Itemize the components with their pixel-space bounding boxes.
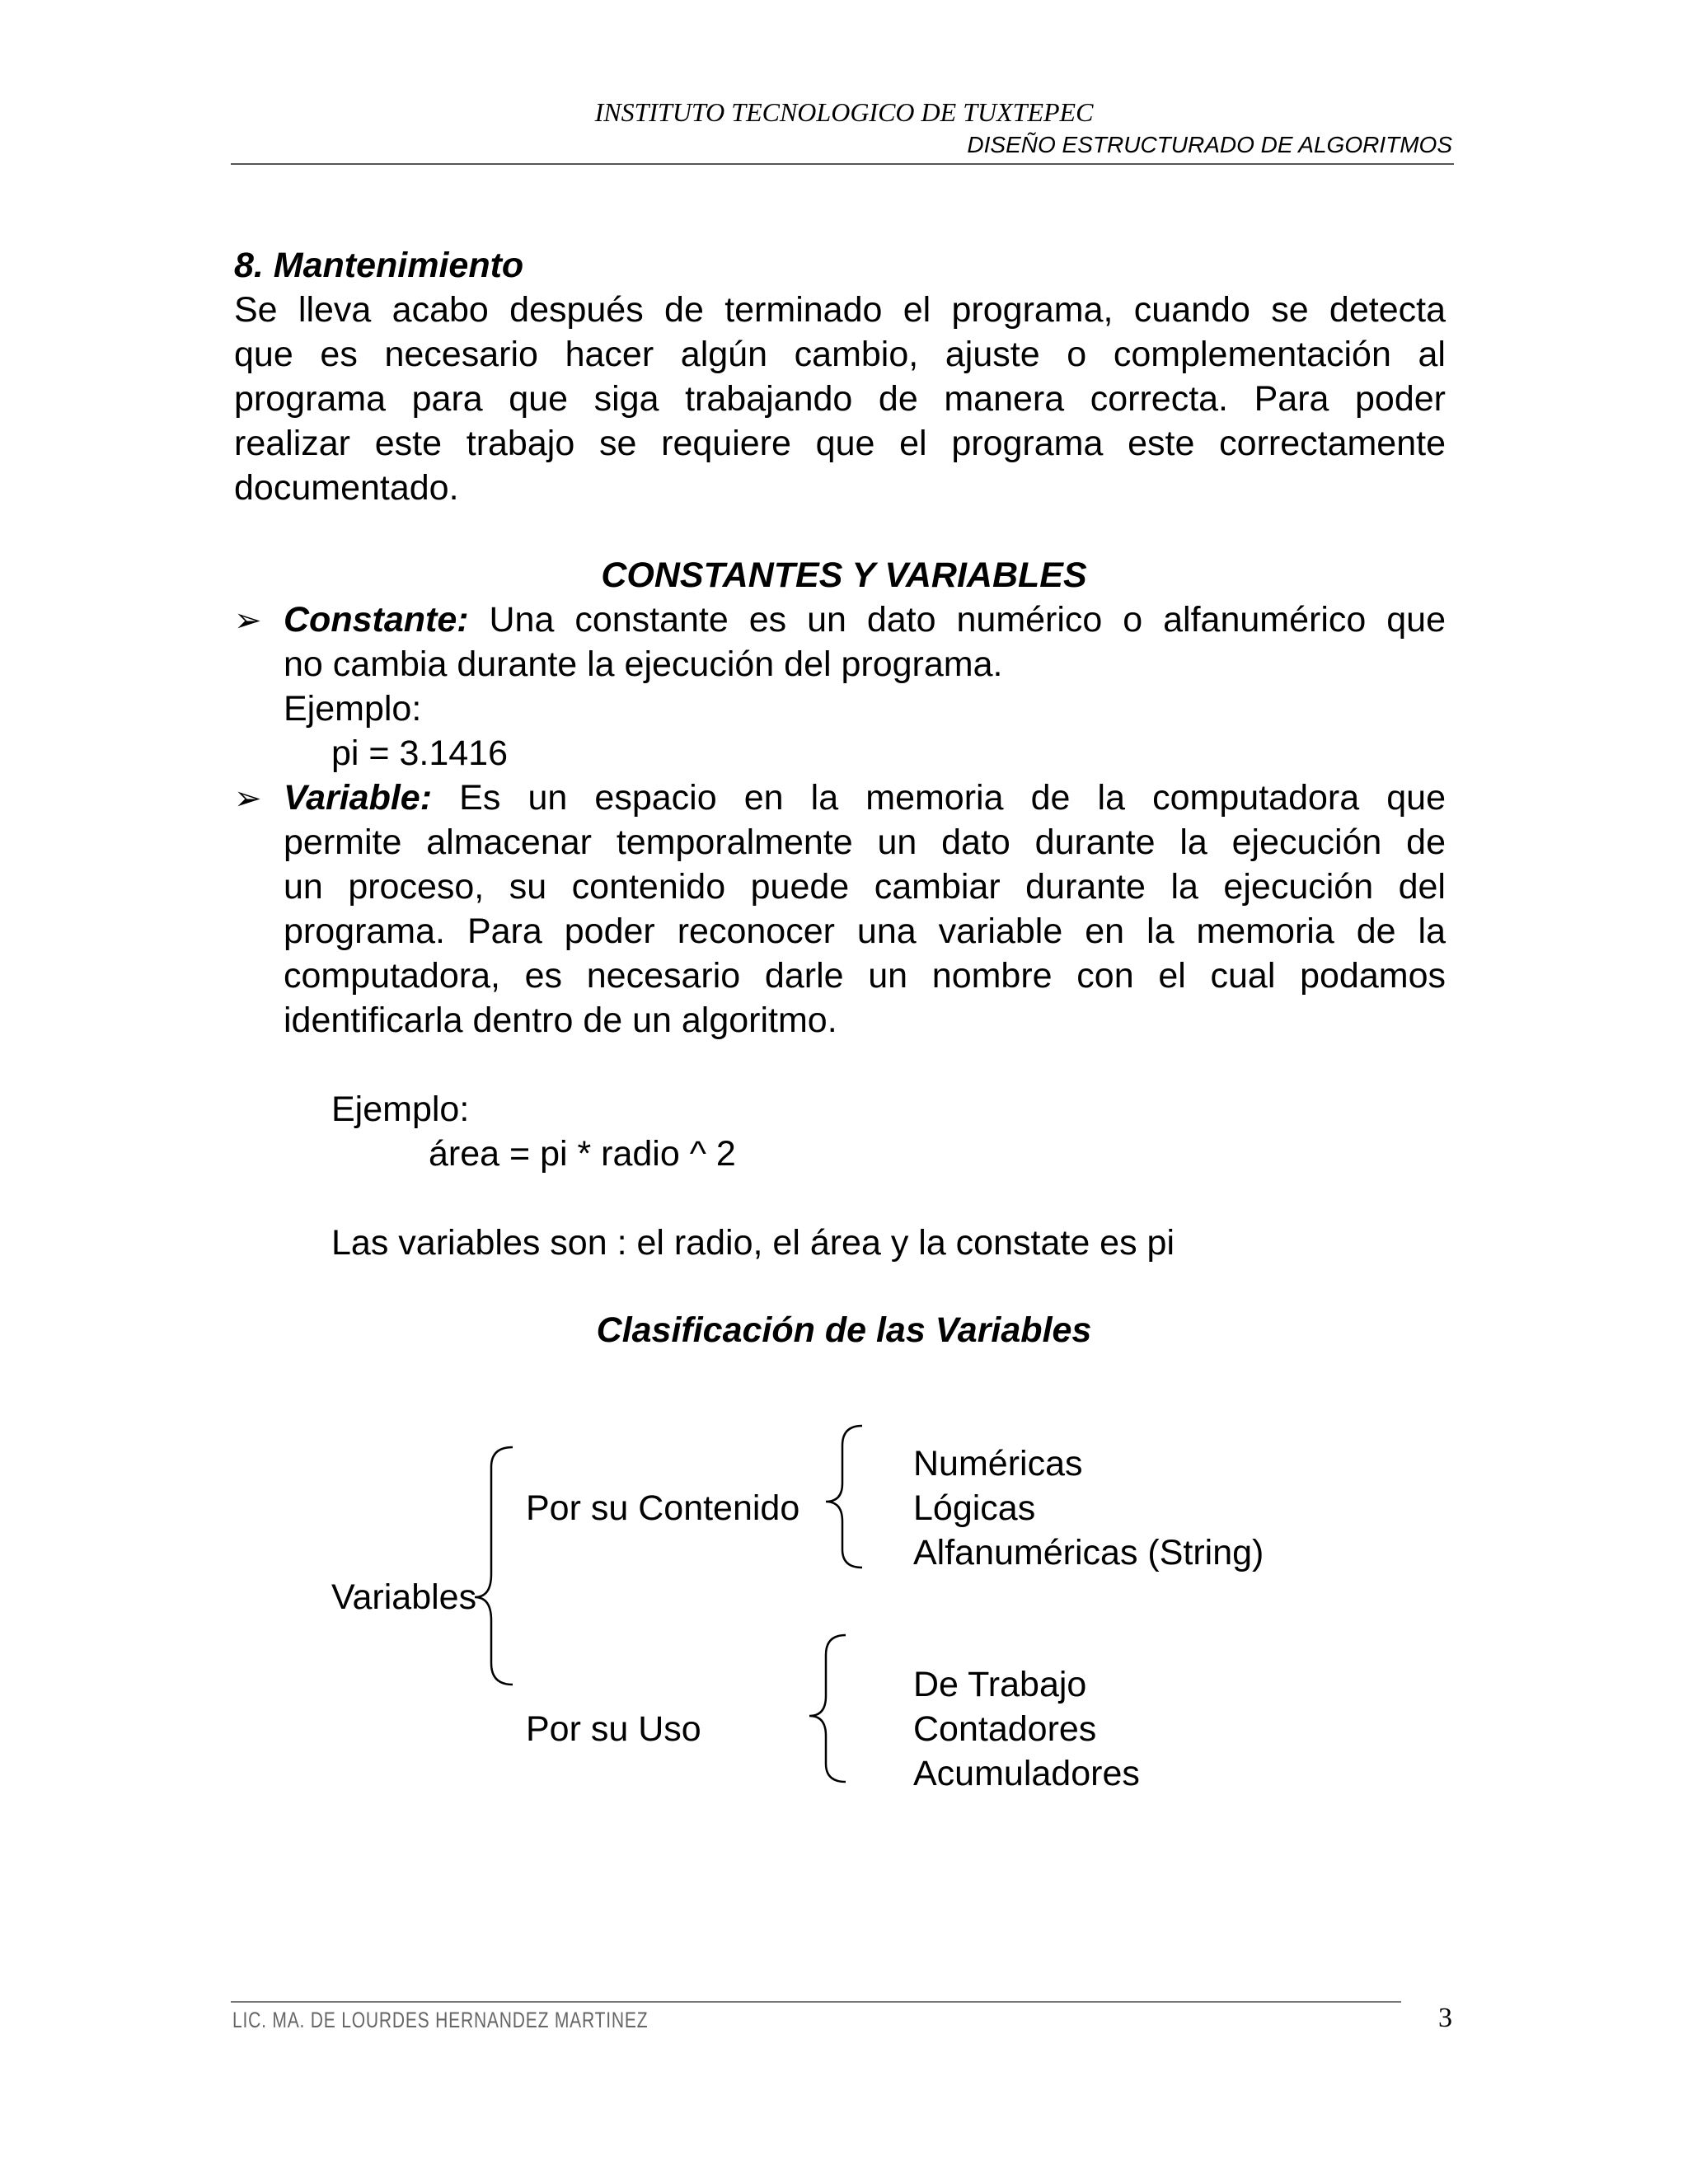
variable-definition-line: permite almacenar temporalmente un dato durante la ejecución de: [284, 823, 1446, 862]
constant-text: Una constante es un dato numérico o alfanumérico que: [468, 600, 1446, 640]
category-item: Acumuladores: [913, 1754, 1140, 1793]
category-item: Contadores: [913, 1709, 1097, 1749]
variable-definition-line: identificarla dentro de un algoritmo.: [284, 1001, 837, 1040]
category-label: Por su Contenido: [526, 1488, 800, 1528]
category-item: De Trabajo: [913, 1665, 1087, 1704]
variable-example: área = pi * radio ^ 2: [429, 1134, 736, 1174]
section-title: 8. Mantenimiento: [234, 246, 524, 285]
classification-root: Variables: [331, 1577, 477, 1617]
paragraph-line: realizar este trabajo se requiere que el programa este correctamente: [234, 424, 1446, 463]
example-label: Ejemplo:: [331, 1090, 470, 1129]
bullet-arrow-icon: ➢: [234, 780, 262, 817]
variable-definition-line: programa. Para poder reconocer una variable en la memoria de la: [284, 912, 1446, 951]
category-item: Lógicas: [913, 1488, 1036, 1528]
variable-term: Variable:: [284, 778, 433, 818]
footer-author: LIC. MA. DE LOURDES HERNANDEZ MARTINEZ: [232, 2008, 649, 2032]
root-brace-icon: [475, 1447, 513, 1685]
section-heading: CONSTANTES Y VARIABLES: [601, 555, 1087, 595]
header-institution: INSTITUTO TECNOLOGICO DE TUXTEPEC: [594, 97, 1094, 127]
paragraph-line: programa para que siga trabajando de manera correcta. Para poder: [234, 379, 1446, 419]
variable-summary: Las variables son : el radio, el área y la constate es pi: [331, 1223, 1175, 1263]
variable-definition-line: computadora, es necesario darle un nombre con el cual podamos: [284, 956, 1446, 996]
paragraph-line: que es necesario hacer algún cambio, ajuste o complementación al: [234, 335, 1446, 374]
category-item: Numéricas: [913, 1444, 1083, 1483]
page-number: 3: [1438, 2003, 1452, 2033]
content-brace-icon: [826, 1426, 862, 1568]
variable-definition-line: un proceso, su contenido puede cambiar durante la ejecución del: [284, 867, 1446, 907]
category-label: Por su Uso: [526, 1709, 701, 1749]
paragraph-line: Se lleva acabo después de terminado el programa, cuando se detecta: [234, 290, 1446, 330]
constant-example: pi = 3.1416: [331, 733, 508, 773]
variable-text: Es un espacio en la memoria de la computadora que: [432, 778, 1446, 818]
classification-heading: Clasificación de las Variables: [596, 1310, 1092, 1350]
paragraph-line: documentado.: [234, 468, 459, 508]
bullet-arrow-icon: ➢: [234, 602, 262, 639]
example-label: Ejemplo:: [284, 689, 422, 729]
constant-definition-line: no cambia durante la ejecución del programa.: [284, 644, 1003, 684]
constant-term: Constante:: [284, 600, 469, 640]
category-item: Alfanuméricas (String): [913, 1533, 1264, 1572]
header-course: DISEÑO ESTRUCTURADO DE ALGORITMOS: [967, 132, 1452, 157]
footer-divider: [231, 2001, 1401, 2003]
use-brace-icon: [809, 1635, 846, 1782]
